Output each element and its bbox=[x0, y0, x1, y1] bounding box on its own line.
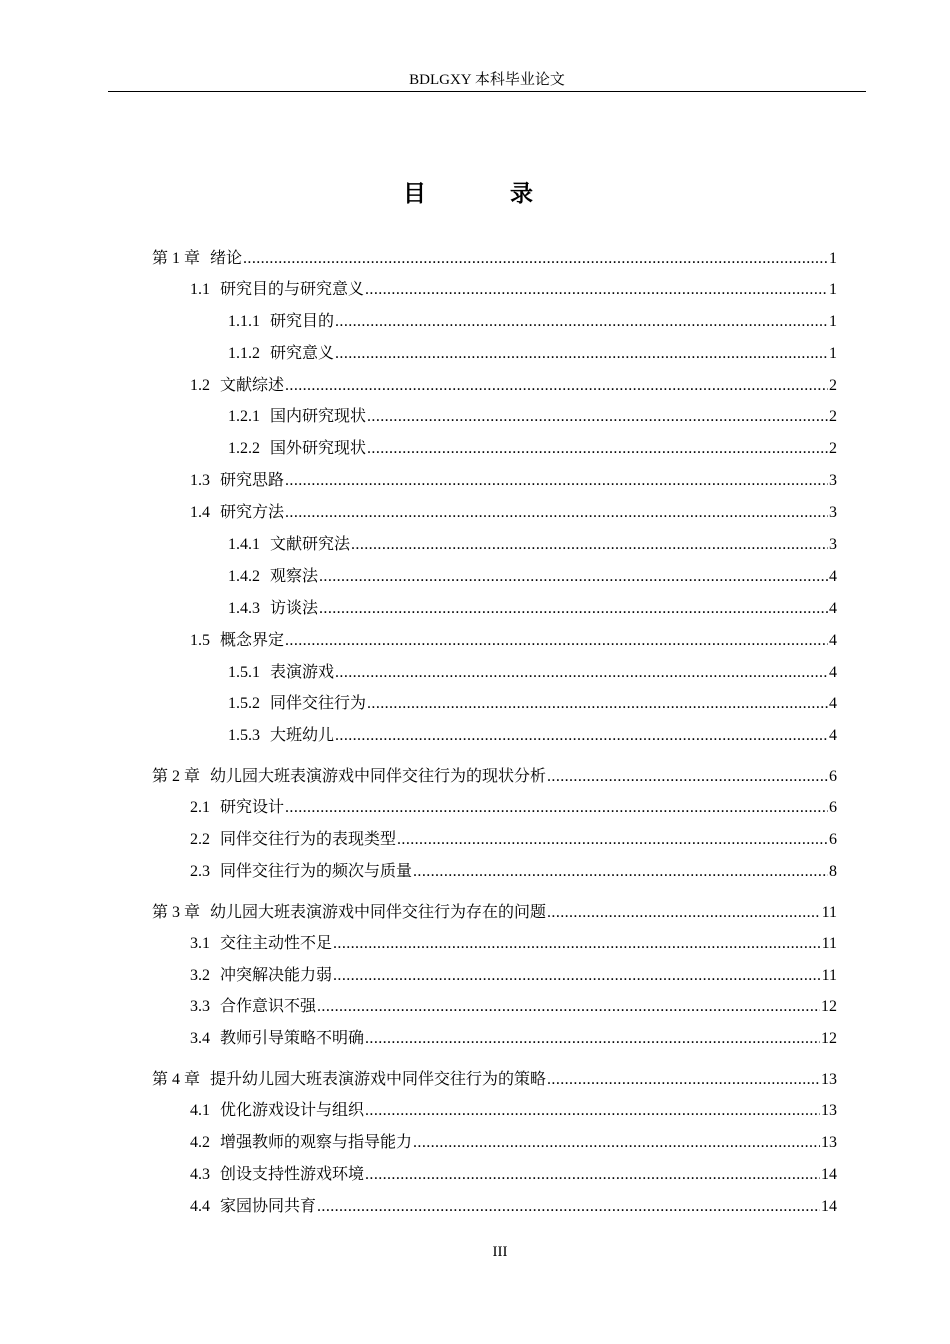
toc-entry-label: 增强教师的观察与指导能力 bbox=[220, 1134, 413, 1152]
toc-entry-page: 6 bbox=[829, 799, 837, 817]
toc-entry-number: 1.5 bbox=[190, 631, 210, 649]
toc-entry[interactable] bbox=[152, 242, 837, 274]
toc-entry[interactable] bbox=[152, 593, 837, 625]
toc-entry[interactable] bbox=[152, 561, 837, 593]
toc-leader-dots bbox=[335, 720, 828, 752]
toc-title: 目 录 bbox=[402, 181, 571, 207]
toc-entry-label: 表演游戏 bbox=[270, 663, 335, 681]
toc-entry-number: 1.4.3 bbox=[228, 599, 260, 617]
toc-entry-number: 1.5.2 bbox=[228, 695, 260, 713]
toc-leader-dots bbox=[547, 897, 821, 929]
toc-leader-dots bbox=[365, 274, 828, 306]
toc-entry-number: 4.2 bbox=[190, 1134, 210, 1152]
toc-entry-label: 文献研究法 bbox=[270, 536, 351, 554]
toc-entry-label: 绪论 bbox=[210, 248, 243, 267]
toc-entry[interactable] bbox=[152, 529, 837, 561]
toc-entry-number: 1.2.1 bbox=[228, 408, 260, 426]
toc-entry-label: 教师引导策略不明确 bbox=[220, 1030, 365, 1048]
toc-entry-page: 1 bbox=[829, 250, 837, 267]
toc-entry-page: 13 bbox=[821, 1102, 837, 1120]
toc-leader-dots bbox=[317, 991, 820, 1023]
toc-entry-number: 第 3 章 bbox=[152, 903, 201, 921]
toc-leader-dots bbox=[547, 761, 828, 793]
toc-entry-label: 冲突解决能力弱 bbox=[220, 966, 333, 984]
toc-leader-dots bbox=[351, 529, 828, 561]
toc-entry-page: 3 bbox=[829, 504, 837, 522]
toc-entry-label: 国内研究现状 bbox=[270, 408, 367, 426]
toc-entry-page: 4 bbox=[829, 599, 837, 617]
toc-entry-number: 4.4 bbox=[190, 1197, 210, 1215]
toc-entry-label: 研究意义 bbox=[270, 344, 335, 362]
toc-entry-page: 8 bbox=[829, 862, 837, 880]
toc-entry-page: 6 bbox=[829, 831, 837, 849]
toc-entry-number: 第 2 章 bbox=[152, 768, 201, 786]
toc-entry[interactable] bbox=[152, 856, 837, 888]
toc-leader-dots bbox=[285, 370, 828, 402]
toc-entry-number: 3.3 bbox=[190, 998, 210, 1016]
toc-entry-page: 11 bbox=[821, 966, 837, 984]
toc-leader-dots bbox=[397, 824, 828, 856]
toc-entry-label: 大班幼儿 bbox=[270, 727, 335, 745]
toc-entry-label: 交往主动性不足 bbox=[220, 934, 333, 952]
toc-leader-dots bbox=[335, 306, 828, 338]
toc-leader-dots bbox=[285, 465, 828, 497]
toc-entry-page: 2 bbox=[829, 408, 837, 426]
toc-entry[interactable] bbox=[152, 1023, 837, 1055]
toc-entry-label: 家园协同共育 bbox=[220, 1197, 317, 1215]
toc-leader-dots bbox=[243, 243, 828, 275]
toc-entry-label: 研究设计 bbox=[220, 799, 285, 817]
toc-leader-dots bbox=[335, 657, 828, 689]
toc-entry[interactable] bbox=[152, 720, 837, 752]
toc-entry-page: 14 bbox=[821, 1197, 837, 1215]
toc-entry-number: 4.3 bbox=[190, 1165, 210, 1183]
toc-entry-number: 第 1 章 bbox=[152, 250, 201, 267]
toc-entry-number: 2.2 bbox=[190, 831, 210, 849]
toc-entry-page: 1 bbox=[829, 280, 837, 298]
toc-entry[interactable] bbox=[152, 401, 837, 433]
toc-leader-dots bbox=[547, 1064, 820, 1096]
toc-entry[interactable] bbox=[152, 824, 837, 856]
toc-entry[interactable] bbox=[152, 465, 837, 497]
toc-entry-page: 4 bbox=[829, 727, 837, 745]
page-header: BDLGXY 本科毕业论文 bbox=[409, 72, 565, 88]
toc-entry-label: 提升幼儿园大班表演游戏中同伴交往行为的策略 bbox=[210, 1069, 547, 1089]
toc-entry-label: 研究方法 bbox=[220, 504, 285, 522]
toc-leader-dots bbox=[285, 792, 828, 824]
toc-entry-number: 3.1 bbox=[190, 934, 210, 952]
toc-leader-dots bbox=[413, 1127, 820, 1159]
toc-entry-label: 概念界定 bbox=[220, 631, 285, 649]
table-of-contents bbox=[152, 242, 837, 1223]
toc-entry-label: 研究思路 bbox=[220, 472, 285, 490]
toc-leader-dots bbox=[319, 593, 828, 625]
toc-entry-number: 1.5.3 bbox=[228, 727, 260, 745]
toc-entry[interactable] bbox=[152, 1127, 837, 1159]
toc-entry-number: 4.1 bbox=[190, 1102, 210, 1120]
toc-entry-page: 13 bbox=[821, 1071, 837, 1089]
toc-entry-page: 1 bbox=[829, 312, 837, 330]
toc-leader-dots bbox=[333, 928, 821, 960]
toc-entry-label: 文献综述 bbox=[220, 376, 285, 394]
toc-leader-dots bbox=[367, 433, 828, 465]
toc-entry[interactable] bbox=[152, 497, 837, 529]
toc-entry-label: 幼儿园大班表演游戏中同伴交往行为的现状分析 bbox=[210, 766, 547, 786]
toc-entry[interactable] bbox=[152, 625, 837, 657]
toc-entry[interactable] bbox=[152, 760, 837, 792]
toc-entry-page: 13 bbox=[821, 1134, 837, 1152]
toc-entry-page: 12 bbox=[821, 1030, 837, 1048]
toc-leader-dots bbox=[335, 338, 828, 370]
toc-entry-page: 6 bbox=[829, 768, 837, 786]
toc-entry-label: 同伴交往行为的表现类型 bbox=[220, 831, 397, 849]
toc-entry-page: 4 bbox=[829, 631, 837, 649]
toc-entry-page: 2 bbox=[829, 376, 837, 394]
toc-entry-number: 1.1 bbox=[190, 280, 210, 298]
toc-leader-dots bbox=[285, 625, 828, 657]
toc-entry[interactable] bbox=[152, 688, 837, 720]
toc-entry-page: 11 bbox=[821, 934, 837, 952]
toc-entry-label: 研究目的与研究意义 bbox=[220, 280, 365, 298]
toc-entry-number: 1.4.1 bbox=[228, 536, 260, 554]
header-rule bbox=[108, 91, 866, 92]
toc-entry-label: 研究目的 bbox=[270, 312, 335, 330]
toc-entry[interactable] bbox=[152, 928, 837, 960]
toc-leader-dots bbox=[333, 960, 821, 992]
toc-entry-page: 11 bbox=[821, 903, 837, 921]
toc-leader-dots bbox=[367, 688, 828, 720]
page-number: III bbox=[492, 1244, 508, 1260]
toc-entry-number: 3.4 bbox=[190, 1030, 210, 1048]
toc-entry[interactable] bbox=[152, 433, 837, 465]
toc-leader-dots bbox=[365, 1023, 820, 1055]
toc-entry[interactable] bbox=[152, 306, 837, 338]
toc-entry-label: 优化游戏设计与组织 bbox=[220, 1102, 365, 1120]
toc-leader-dots bbox=[285, 497, 828, 529]
toc-entry-page: 14 bbox=[821, 1165, 837, 1183]
toc-entry[interactable] bbox=[152, 657, 837, 689]
toc-entry-label: 同伴交往行为的频次与质量 bbox=[220, 862, 413, 880]
toc-leader-dots bbox=[367, 401, 828, 433]
toc-leader-dots bbox=[365, 1095, 820, 1127]
toc-entry-label: 访谈法 bbox=[270, 599, 319, 617]
toc-leader-dots bbox=[319, 561, 828, 593]
toc-entry-number: 1.4 bbox=[190, 504, 210, 522]
toc-leader-dots bbox=[317, 1191, 820, 1223]
toc-entry-number: 1.4.2 bbox=[228, 567, 260, 585]
toc-entry-page: 3 bbox=[829, 536, 837, 554]
toc-entry[interactable] bbox=[152, 960, 837, 992]
toc-entry-number: 1.3 bbox=[190, 472, 210, 490]
toc-entry[interactable] bbox=[152, 1063, 837, 1095]
toc-entry-number: 1.2 bbox=[190, 376, 210, 394]
toc-entry-label: 国外研究现状 bbox=[270, 440, 367, 458]
toc-entry[interactable] bbox=[152, 1095, 837, 1127]
toc-entry-number: 1.5.1 bbox=[228, 663, 260, 681]
toc-entry-page: 4 bbox=[829, 695, 837, 713]
toc-entry-number: 1.2.2 bbox=[228, 440, 260, 458]
toc-entry-page: 4 bbox=[829, 663, 837, 681]
toc-leader-dots bbox=[413, 856, 828, 888]
toc-entry[interactable] bbox=[152, 991, 837, 1023]
toc-entry[interactable] bbox=[152, 792, 837, 824]
toc-entry[interactable] bbox=[152, 1191, 837, 1223]
toc-entry-label: 观察法 bbox=[270, 567, 319, 585]
toc-entry-page: 12 bbox=[821, 998, 837, 1016]
toc-entry-number: 1.1.1 bbox=[228, 312, 260, 330]
toc-entry[interactable] bbox=[152, 1159, 837, 1191]
toc-entry-number: 1.1.2 bbox=[228, 344, 260, 362]
toc-entry[interactable] bbox=[152, 370, 837, 402]
toc-entry-number: 3.2 bbox=[190, 966, 210, 984]
toc-entry-page: 4 bbox=[829, 567, 837, 585]
toc-entry[interactable] bbox=[152, 896, 837, 928]
toc-entry-label: 合作意识不强 bbox=[220, 998, 317, 1016]
toc-entry-number: 第 4 章 bbox=[152, 1071, 201, 1089]
toc-entry-number: 2.1 bbox=[190, 799, 210, 817]
toc-entry-page: 2 bbox=[829, 440, 837, 458]
toc-entry-label: 创设支持性游戏环境 bbox=[220, 1165, 365, 1183]
toc-entry-page: 3 bbox=[829, 472, 837, 490]
toc-leader-dots bbox=[365, 1159, 820, 1191]
toc-entry[interactable] bbox=[152, 338, 837, 370]
toc-entry[interactable] bbox=[152, 274, 837, 306]
toc-entry-number: 2.3 bbox=[190, 862, 210, 880]
toc-entry-label: 同伴交往行为 bbox=[270, 695, 367, 713]
toc-entry-label: 幼儿园大班表演游戏中同伴交往行为存在的问题 bbox=[210, 901, 547, 921]
toc-entry-page: 1 bbox=[829, 344, 837, 362]
